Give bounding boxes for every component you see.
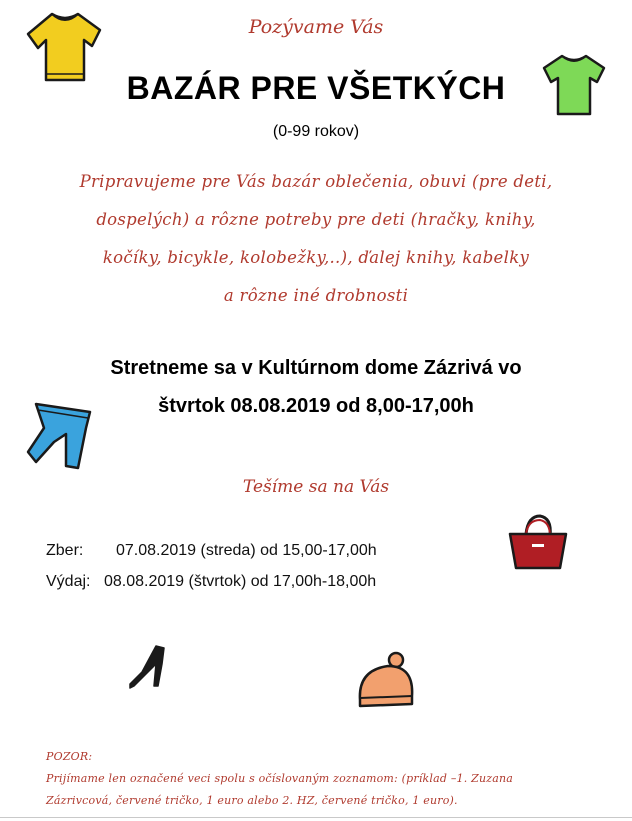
knit-hat-icon xyxy=(352,650,418,710)
intro-line: a rôzne iné drobnosti xyxy=(223,286,409,305)
note-line: Prijímame len označené veci spolu s očíslovaným zoznamom: (príklad –1. Zuzana xyxy=(46,772,514,785)
schedule-label-return: Výdaj: xyxy=(46,573,91,590)
intro-line: kočíky, bicykle, kolobežky,..), ďalej knihy, kabelky xyxy=(102,248,530,267)
meeting-date: štvrtok 08.08.2019 od 8,00-17,00h xyxy=(158,395,474,417)
greeting-text: Tešíme sa na Vás xyxy=(242,477,390,497)
schedule-label-collect: Zber: xyxy=(46,542,84,559)
high-heel-icon xyxy=(128,642,170,692)
page-title: BAZÁR PRE VŠETKÝCH xyxy=(126,70,506,106)
schedule-value-collect: 07.08.2019 (streda) od 15,00-17,00h xyxy=(116,542,377,559)
note-heading: POZOR: xyxy=(46,750,93,763)
invite-text: Pozývame Vás xyxy=(248,16,384,38)
intro-line: dospelých) a rôzne potreby pre deti (hračky, knihy, xyxy=(96,210,536,229)
note-line: Zázrivcová, červené tričko, 1 euro alebo 2. HZ, červené tričko, 1 euro). xyxy=(46,794,458,807)
intro-line: Pripravujeme pre Vás bazár oblečenia, obuvi (pre deti, xyxy=(79,172,553,191)
age-range: (0-99 rokov) xyxy=(272,123,360,140)
schedule-value-return: 08.08.2019 (štvrtok) od 17,00h-18,00h xyxy=(104,573,377,590)
handbag-icon xyxy=(506,510,570,574)
meeting-place: Stretneme sa v Kultúrnom dome Zázrivá vo xyxy=(110,357,522,379)
page-divider xyxy=(0,817,632,818)
